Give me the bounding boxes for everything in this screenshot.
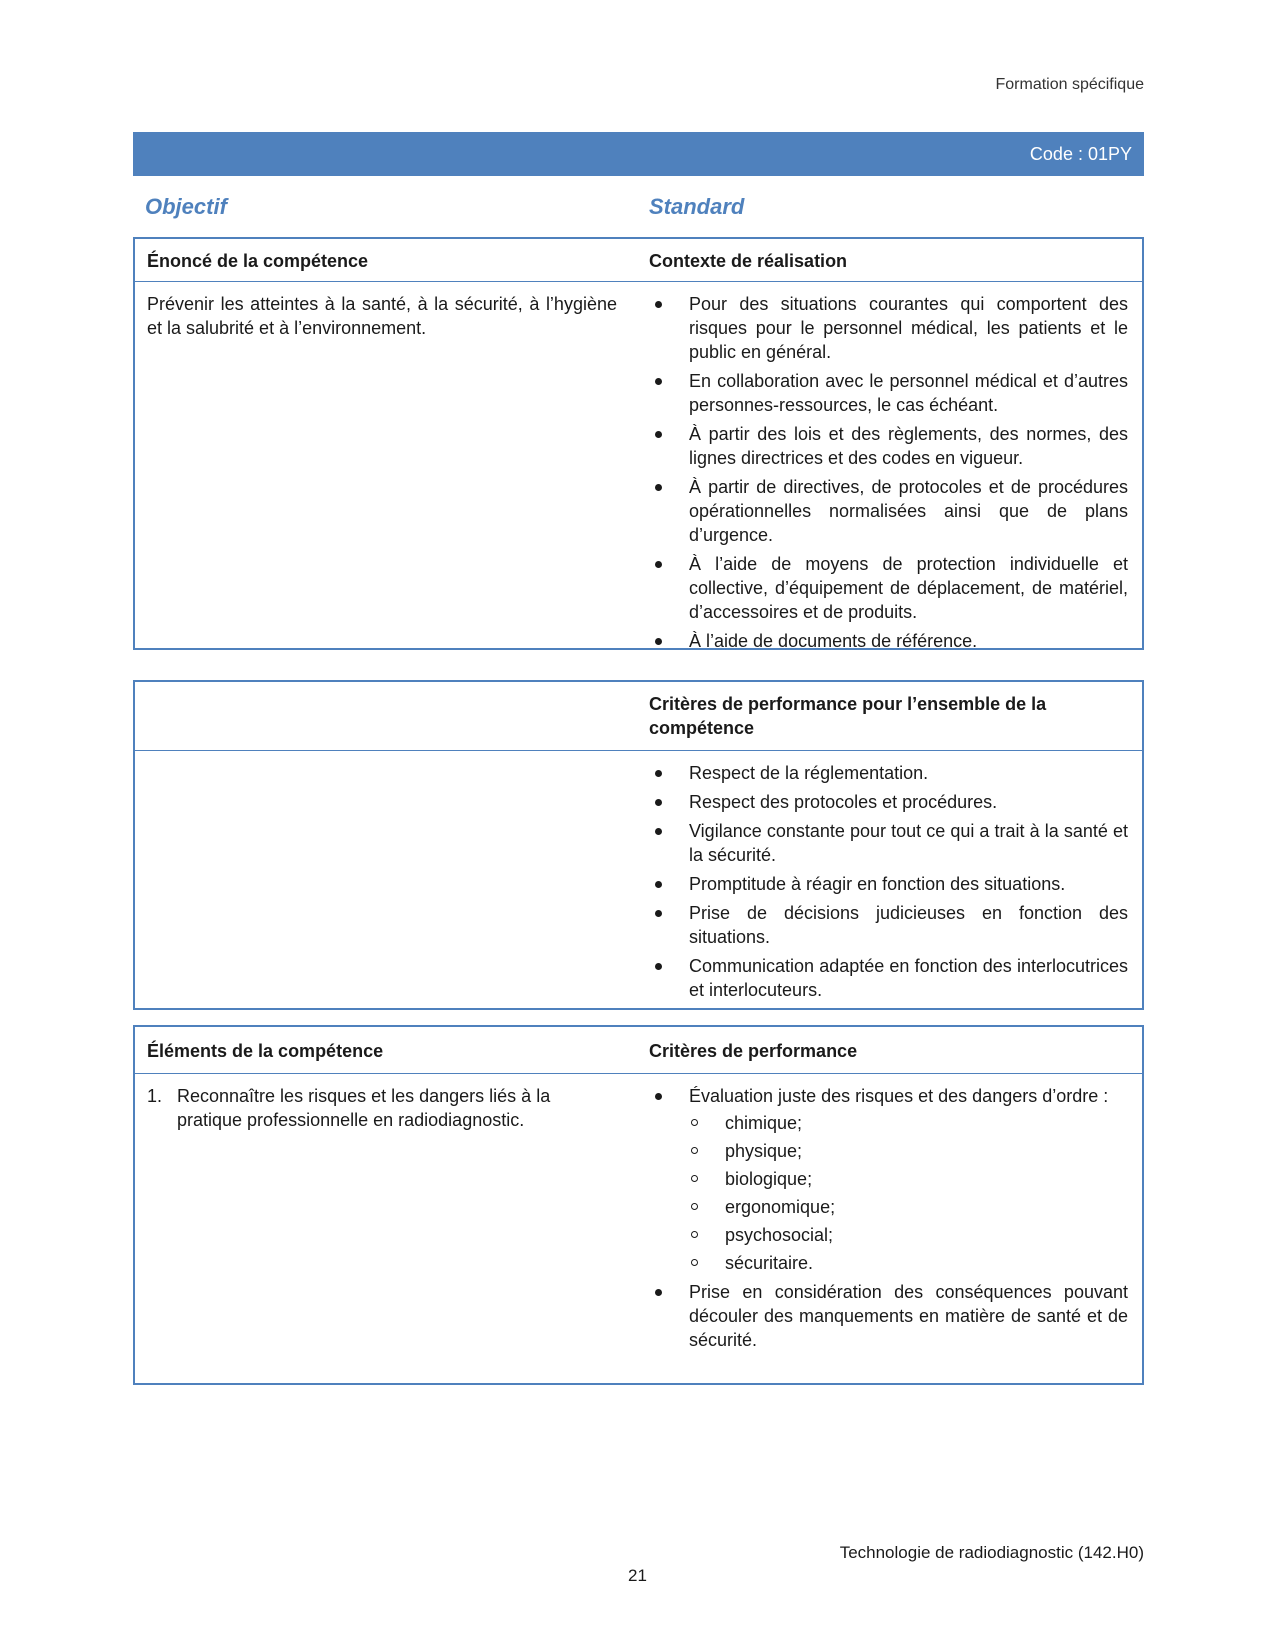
bullet-icon <box>655 561 662 568</box>
list-item: À partir de directives, de protocoles et de procédures opérationnelles normalisées ainsi que de plans d’urgence. <box>649 475 1128 547</box>
circle-bullet-icon <box>691 1203 698 1210</box>
bullet-icon <box>655 1093 662 1100</box>
bullet-icon <box>655 431 662 438</box>
bullet-icon <box>655 828 662 835</box>
bullet-icon <box>655 378 662 385</box>
bullet-icon <box>655 1289 662 1296</box>
list-item: En collaboration avec le personnel médical et d’autres personnes-ressources, le cas échéant. <box>649 369 1128 417</box>
list-item: À partir des lois et des règlements, des normes, des lignes directrices et des codes en vigueur. <box>649 422 1128 470</box>
criteres-header: Critères de performance <box>649 1041 858 1061</box>
criteres-ensemble-table <box>133 680 1144 1010</box>
element-number: 1. <box>147 1086 163 1106</box>
code-bar <box>133 132 1144 176</box>
bullet-icon <box>655 799 662 806</box>
list-item <box>147 1084 617 1132</box>
sub-list-item: sécuritaire. <box>689 1251 1128 1275</box>
criteres-ensemble-list <box>649 761 1128 1007</box>
formation-label: Formation spécifique <box>995 76 1144 93</box>
list-item: Respect des protocoles et procédures. <box>649 790 1128 814</box>
list-item: Prise en considération des conséquences pouvant découler des manquements en matière de santé et de sécurité. <box>649 1280 1128 1352</box>
table-header <box>135 1027 1142 1074</box>
elements-header: Éléments de la compétence <box>147 1041 384 1061</box>
bullet-icon <box>655 484 662 491</box>
circle-bullet-icon <box>691 1119 698 1126</box>
table-header <box>135 682 1142 751</box>
element-text: Reconnaître les risques et les dangers liés à la pratique professionnelle en radiodiagnostic. <box>177 1086 551 1130</box>
list-item: Pour des situations courantes qui comportent des risques pour le personnel médical, les patients et le public en général. <box>649 292 1128 364</box>
list-item: À l’aide de documents de référence. <box>649 629 1128 653</box>
list-item: Vigilance constante pour tout ce qui a trait à la santé et la sécurité. <box>649 819 1128 867</box>
circle-bullet-icon <box>691 1231 698 1238</box>
sub-list-item: ergonomique; <box>689 1195 1128 1219</box>
circle-bullet-icon <box>691 1259 698 1266</box>
sub-list-item: chimique; <box>689 1111 1128 1135</box>
sub-list <box>689 1111 1128 1275</box>
sub-list-item: biologique; <box>689 1167 1128 1191</box>
criteres-list <box>649 1084 1128 1357</box>
bullet-icon <box>655 638 662 645</box>
objectif-title: Objectif <box>145 194 227 219</box>
bullet-icon <box>655 770 662 777</box>
bullet-icon <box>655 301 662 308</box>
enonce-contexte-table <box>133 237 1144 650</box>
elements-list <box>147 1084 617 1132</box>
standard-title: Standard <box>649 194 745 219</box>
page-number: 21 <box>628 1566 647 1585</box>
elements-criteres-table <box>133 1025 1144 1385</box>
section-titles <box>145 194 1135 224</box>
bullet-icon <box>655 881 662 888</box>
code-label: Code : 01PY <box>1029 144 1132 164</box>
program-footer: Technologie de radiodiagnostic (142.H0) <box>839 1543 1144 1562</box>
criteres-ensemble-header: Critères de performance pour l’ensemble de la compétence <box>649 694 1047 738</box>
list-item: Prise de décisions judicieuses en fonction des situations. <box>649 901 1128 949</box>
bullet-icon <box>655 963 662 970</box>
table-header <box>135 239 1142 282</box>
enonce-text: Prévenir les atteintes à la santé, à la sécurité, à l’hygiène et la salubrité et à l’environnement. <box>147 294 617 338</box>
list-item: Respect de la réglementation. <box>649 761 1128 785</box>
bullet-icon <box>655 910 662 917</box>
contexte-header: Contexte de réalisation <box>649 251 848 271</box>
sub-list-item: physique; <box>689 1139 1128 1163</box>
sub-list-item: psychosocial; <box>689 1223 1128 1247</box>
list-item: Promptitude à réagir en fonction des situations. <box>649 872 1128 896</box>
circle-bullet-icon <box>691 1175 698 1182</box>
enonce-header: Énoncé de la compétence <box>147 251 369 271</box>
list-item: À l’aide de moyens de protection individuelle et collective, d’équipement de déplacement, de matériel, d’accessoires et de produits. <box>649 552 1128 624</box>
contexte-list <box>649 292 1128 658</box>
circle-bullet-icon <box>691 1147 698 1154</box>
list-item: Évaluation juste des risques et des dangers d’ordre : chimique; physique; biologique; ergonomique; psychosocial; sécuritaire. <box>649 1084 1128 1275</box>
list-item: Communication adaptée en fonction des interlocutrices et interlocuteurs. <box>649 954 1128 1002</box>
